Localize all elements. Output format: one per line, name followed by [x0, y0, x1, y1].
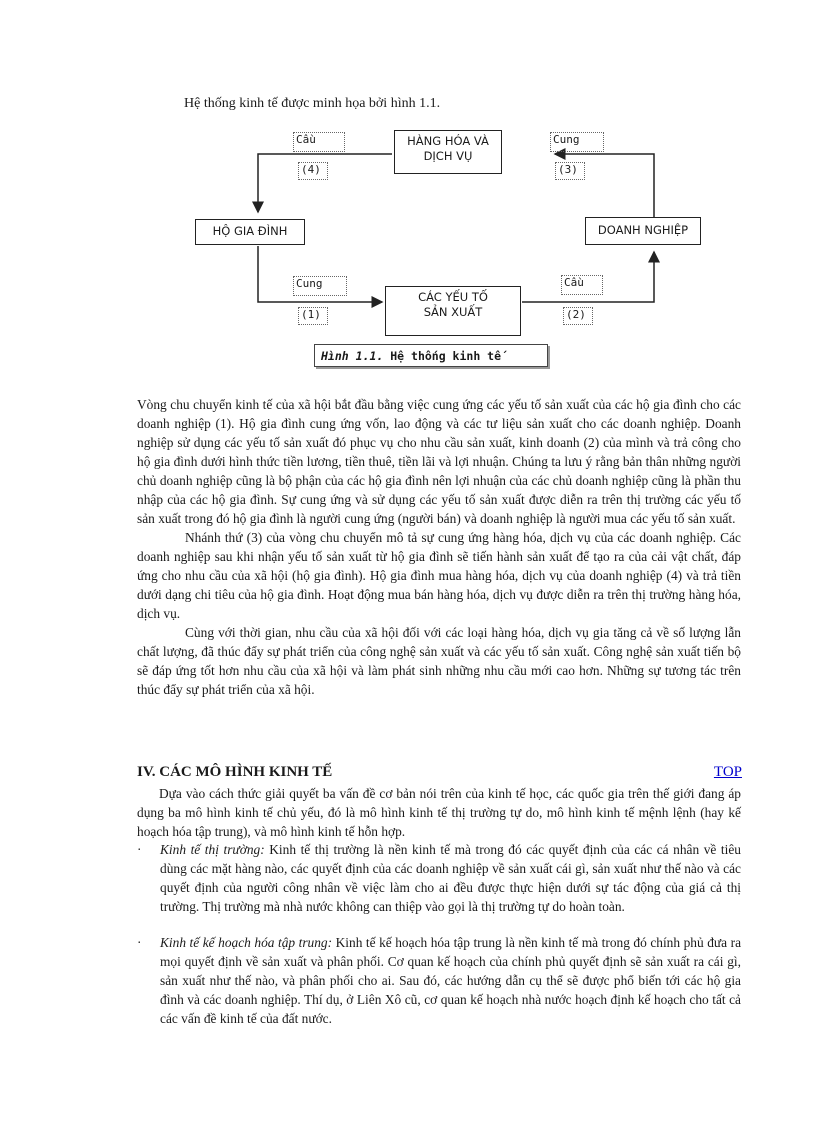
- section-heading-text: IV. CÁC MÔ HÌNH KINH TẾ: [137, 764, 333, 780]
- label-demand-factors: Cầu: [564, 276, 584, 289]
- bullet-item-planned-economy: [160, 933, 741, 1028]
- caption-title: Hệ thống kinh tế: [390, 349, 502, 363]
- caption-prefix: Hình 1.1.: [321, 349, 384, 363]
- label-demand-goods: Cầu: [296, 133, 316, 146]
- enterprises-box: [585, 217, 701, 245]
- paragraph-2: Nhánh thứ (3) của vòng chu chuyển mô tả sự cung ứng hàng hóa, dịch vụ của các doanh nghiệp. Các doanh nghiệp sau khi nhận yếu tố sản xuất từ hộ gia đình sẽ tiến hành sản xuất để tạo ra của cải vật chất, đáp ứng cho nhu cầu của xã hội (hộ gia đình). Hộ gia đình mua hàng hóa, dịch vụ của doanh nghiệp (4) và trả tiền dưới dạng chi tiêu của hộ gia đình. Hoạt động mua bán hàng hóa, dịch vụ được diễn ra trên thị trường hàng hóa, dịch vụ.: [137, 530, 741, 621]
- top-link[interactable]: TOP: [713, 764, 742, 780]
- label-supply-goods: Cung: [553, 133, 580, 146]
- households-box-label: HỘ GIA ĐÌNH: [212, 224, 288, 238]
- circular-flow-diagram: [0, 0, 816, 400]
- section-heading: [137, 764, 742, 781]
- paragraph-1: Vòng chu chuyển kinh tế của xã hội bắt đầu bằng việc cung ứng các yếu tố sản xuất của các hộ gia đình cho các doanh nghiệp (1). Hộ gia đình cung ứng vốn, lao động và các tư liệu sản xuất cho các doanh nghiệp. Doanh nghiệp sử dụng các yếu tố sản xuất đó phục vụ cho nhu cầu sản xuất, kinh doanh (2) của mình và trả công cho hộ gia đình dưới hình thức tiền lương, tiền thuê, tiền lãi và lợi nhuận. Chúng ta lưu ý rằng bản thân những người chủ doanh nghiệp cũng là bộ phận của các hộ gia đình nên lợi nhuận của các chủ doanh nghiệp cũng là phần thu nhập của các hộ gia đình. Sự cung ứng và sử dụng các yếu tố sản xuất được diễn ra trên thị trường các yếu tố sản xuất trong đó hộ gia đình là người cung ứng (người bán) và doanh nghiệp là người mua các yếu tố sản xuất.: [137, 397, 741, 526]
- figure-intro-line: Hệ thống kinh tế được minh họa bởi hình 1.1.: [184, 96, 441, 111]
- goods-box-line-1: HÀNG HÓA VÀ: [407, 134, 489, 148]
- goods-services-box: [394, 130, 502, 174]
- bullet-term-2: Kinh tế kế hoạch hóa tập trung:: [160, 935, 333, 950]
- bullet-marker-1: ·: [137, 842, 142, 857]
- figure-caption: [314, 344, 548, 367]
- label-2: (2): [566, 308, 586, 321]
- label-supply-factors: Cung: [296, 277, 323, 290]
- bullet-text-2: Kinh tế kế hoạch hóa tập trung là nền kinh tế mà trong đó chính phủ đưa ra mọi quyết định về sản xuất và phân phối. Cơ quan kế hoạch của chính phủ quyết định sẽ sản xuất ra cái gì, sản xuất như thế nào, và phân phối cho ai. Sau đó, các hướng dẫn cụ thể sẽ được phổ biến tới các hộ gia đình và các doanh nghiệp. Thí dụ, ở Liên Xô cũ, cơ quan kế hoạch nhà nước hoạch định kế hoạch cho tất cả các vấn đề kinh tế của đất nước.: [160, 935, 742, 1026]
- factors-box-line-2: SẢN XUẤT: [423, 305, 483, 319]
- production-factors-box: [385, 286, 521, 336]
- enterprises-box-label: DOANH NGHIỆP: [597, 223, 689, 237]
- body-text: [137, 395, 741, 699]
- bullet-text-1: Kinh tế thị trường là nền kinh tế mà trong đó các quyết định của các cá nhân về tiêu dùng các mặt hàng nào, các quyết định của các doanh nghiệp về sản xuất cái gì, sản xuất như thế nào và các quyết định của người công nhân về việc làm cho ai đều được thực hiện dưới sự tác động của giá cả thị trường. Thị trường mà nhà nước không can thiệp vào gọi là thị trường tự do hoàn toàn.: [160, 842, 742, 914]
- goods-box-line-2: DỊCH VỤ: [423, 149, 473, 163]
- households-box: [195, 219, 305, 245]
- section-intro: Dựa vào cách thức giải quyết ba vấn đề cơ bản nói trên của kinh tế học, các quốc gia trên thế giới đang áp dụng ba mô hình kinh tế chủ yếu, đó là mô hình kinh tế thị trường tự do, mô hình kinh tế mệnh lệnh (hay kế hoạch hóa tập trung), và mô hình kinh tế hỗn hợp.: [137, 786, 741, 839]
- bullet-term-1: Kinh tế thị trường:: [160, 842, 265, 857]
- label-4: (4): [301, 163, 321, 176]
- factors-box-line-1: CÁC YẾU TỐ: [418, 290, 488, 304]
- bullet-item-market-economy: [160, 840, 741, 916]
- paragraph-3: Cùng với thời gian, nhu cầu của xã hội đối với các loại hàng hóa, dịch vụ gia tăng cả về số lượng lẫn chất lượng, đã thúc đẩy sự phát triển của công nghệ sản xuất và các yếu tố sản xuất. Công nghệ sản xuất tiến bộ sẽ đáp ứng tốt hơn nhu cầu của xã hội và làm phát sinh những nhu cầu mới cao hơn. Những sự tương tác trên thúc đẩy sự phát triển của xã hội.: [137, 625, 741, 697]
- label-1: (1): [301, 308, 321, 321]
- label-3: (3): [558, 163, 578, 176]
- bullet-marker-2: ·: [137, 935, 142, 950]
